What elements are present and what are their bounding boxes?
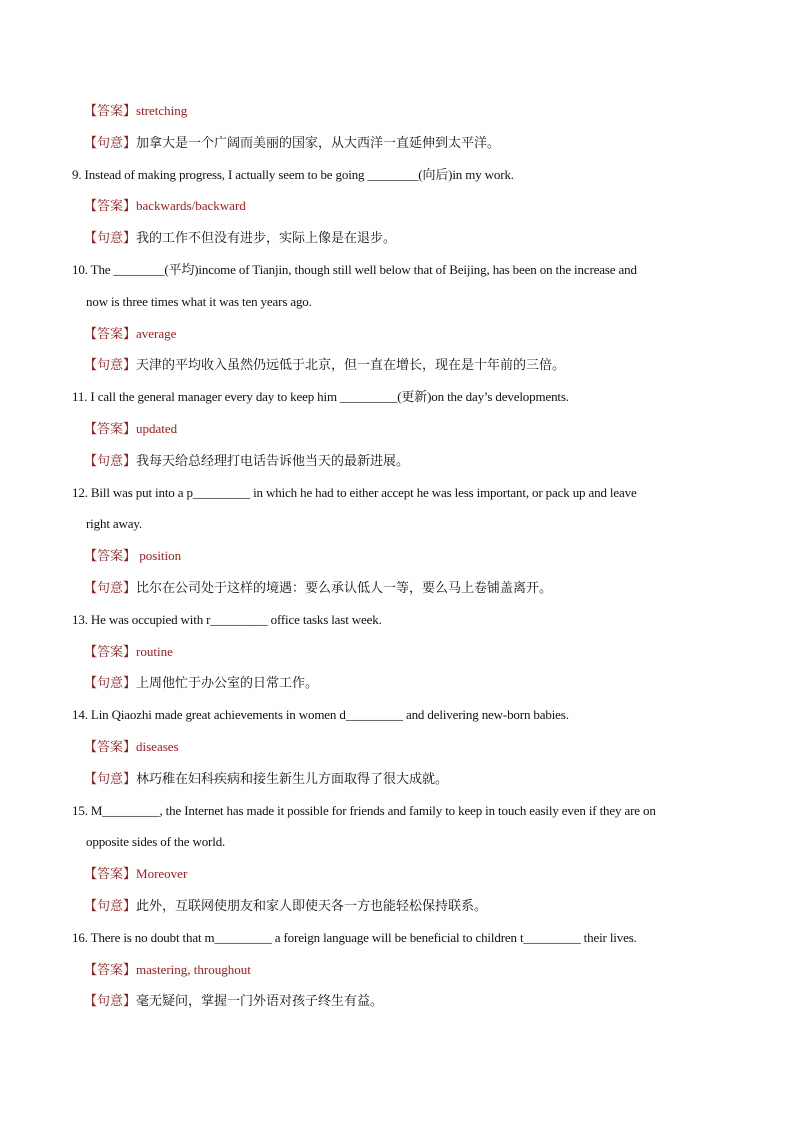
question-14: 14. Lin Qiaozhi made great achievements in women d_________ and delivering new-born babies. <box>72 707 569 723</box>
question-16: 16. There is no doubt that m_________ a foreign language will be beneficial to children t_________ their lives. <box>72 929 637 945</box>
answer-line <box>72 95 732 127</box>
meaning-text: 天津的平均收入虽然仍远低于北京，但一直在增长，现在是十年前的三倍。 <box>136 357 566 373</box>
answer-line <box>72 731 732 763</box>
meaning-text: 比尔在公司处于这样的境遇：要么承认低人一等，要么马上卷铺盖离开。 <box>136 579 553 595</box>
answer-label: 【答案】 <box>84 420 137 436</box>
meaning-line <box>72 667 732 699</box>
answer-line <box>72 540 732 572</box>
meaning-text: 上周他忙于办公室的日常工作。 <box>136 675 319 691</box>
answer-text: routine <box>136 643 173 659</box>
answer-line <box>72 858 732 890</box>
question-10: 10. The ________(平均)income of Tianjin, though still well below that of Beijing, has been on the increase and <box>72 261 637 277</box>
meaning-label: 【句意】 <box>84 230 137 246</box>
question-15-continuation: opposite sides of the world. <box>86 834 226 850</box>
question-10-continuation: now is three times what it was ten years ago. <box>86 293 312 309</box>
answer-label: 【答案】 <box>84 738 137 754</box>
meaning-text: 林巧稚在妇科疾病和接生新生儿方面取得了很大成就。 <box>136 770 449 786</box>
answer-line <box>72 954 732 986</box>
meaning-text: 加拿大是一个广阔而美丽的国家，从大西洋一直延伸到太平洋。 <box>136 134 501 150</box>
question-12-continuation: right away. <box>86 516 142 532</box>
answer-text: backwards/backward <box>136 198 246 214</box>
question-9: 9. Instead of making progress, I actually seem to be going ________(向后)in my work. <box>72 166 514 182</box>
answer-text: average <box>136 325 177 341</box>
answer-line <box>72 413 732 445</box>
meaning-label: 【句意】 <box>84 452 137 468</box>
meaning-line <box>72 572 732 604</box>
answer-text: diseases <box>136 738 179 754</box>
meaning-text: 我的工作不但没有进步，实际上像是在退步。 <box>136 230 397 246</box>
meaning-line <box>72 763 732 795</box>
meaning-text: 我每天给总经理打电话告诉他当天的最新进展。 <box>136 452 410 468</box>
question-11: 11. I call the general manager every day to keep him _________(更新)on the day’s developments. <box>72 389 569 405</box>
question-13: 13. He was occupied with r_________ office tasks last week. <box>72 611 382 627</box>
answer-line <box>72 190 732 222</box>
exercise-content <box>72 95 732 1017</box>
answer-text: updated <box>136 420 178 436</box>
answer-text: position <box>136 548 182 564</box>
meaning-line <box>72 222 732 254</box>
meaning-label: 【句意】 <box>84 675 137 691</box>
answer-label: 【答案】 <box>84 198 137 214</box>
meaning-line <box>72 445 732 477</box>
answer-label: 【答案】 <box>84 548 137 564</box>
meaning-text: 此外，互联网使朋友和家人即使天各一方也能轻松保持联系。 <box>136 897 488 913</box>
answer-label: 【答案】 <box>84 325 137 341</box>
meaning-text: 毫无疑问，掌握一门外语对孩子终生有益。 <box>136 993 384 1009</box>
answer-label: 【答案】 <box>84 866 137 882</box>
meaning-line <box>72 349 732 381</box>
meaning-label: 【句意】 <box>84 897 137 913</box>
answer-label: 【答案】 <box>84 961 137 977</box>
meaning-label: 【句意】 <box>84 993 137 1009</box>
question-15: 15. M_________, the Internet has made it possible for friends and family to keep in touch easily even if they are on <box>72 802 656 818</box>
meaning-label: 【句意】 <box>84 579 137 595</box>
meaning-line <box>72 127 732 159</box>
answer-label: 【答案】 <box>84 643 137 659</box>
answer-line <box>72 636 732 668</box>
answer-text: Moreover <box>136 866 188 882</box>
answer-text: mastering, throughout <box>136 961 251 977</box>
meaning-label: 【句意】 <box>84 134 137 150</box>
answer-line <box>72 318 732 350</box>
meaning-label: 【句意】 <box>84 770 137 786</box>
meaning-line <box>72 985 732 1017</box>
meaning-label: 【句意】 <box>84 357 137 373</box>
meaning-line <box>72 890 732 922</box>
answer-text: stretching <box>136 103 188 118</box>
answer-label: 【答案】 <box>84 103 137 118</box>
question-12: 12. Bill was put into a p_________ in which he had to either accept he was less important, or pack up and leave <box>72 484 637 500</box>
